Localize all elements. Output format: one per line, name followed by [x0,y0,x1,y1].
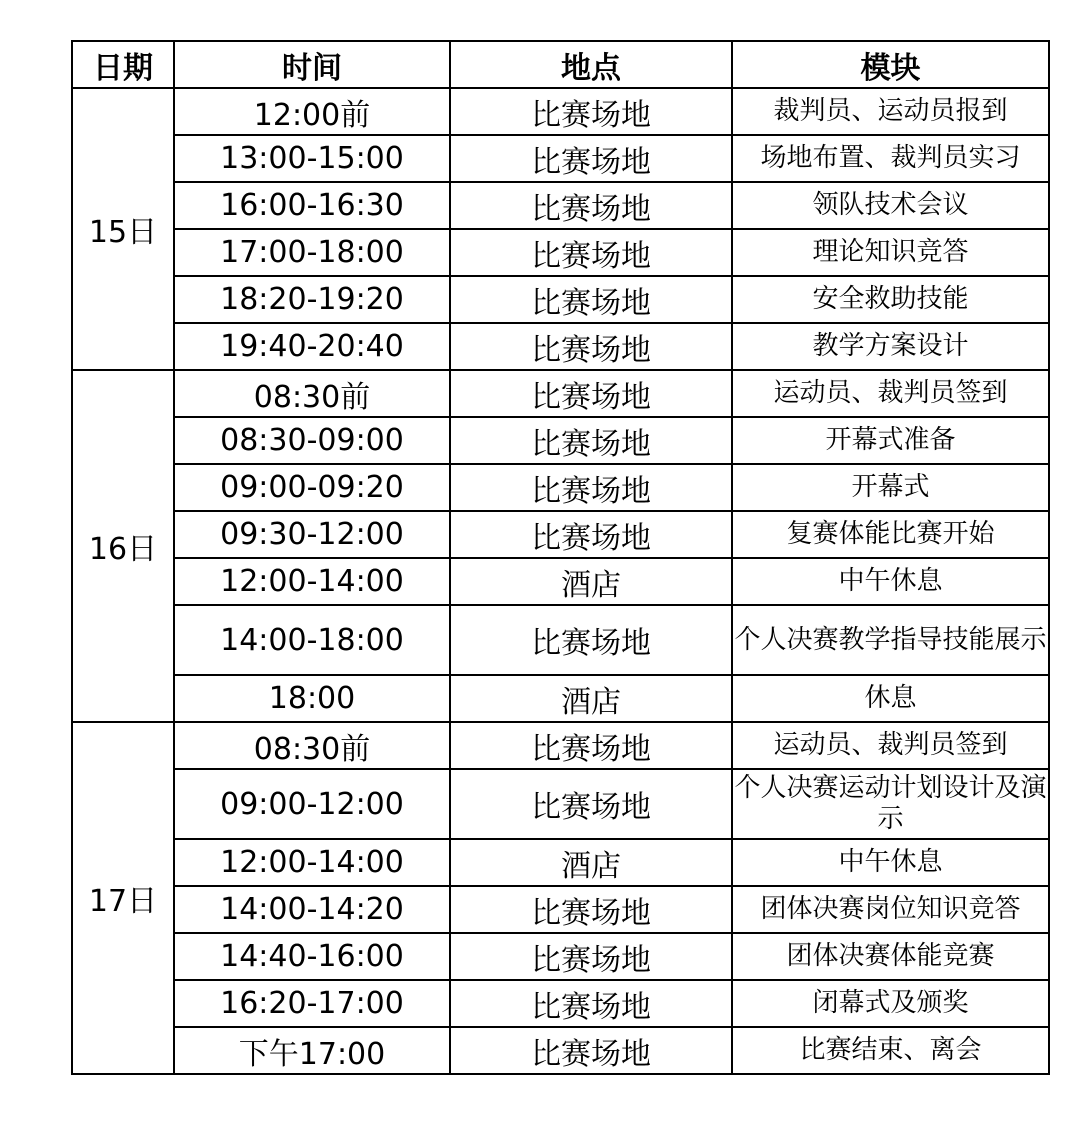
time-cell: 08:30前 [174,722,450,769]
header-module: 模块 [732,41,1049,88]
time-cell: 09:00-12:00 [174,769,450,839]
time-cell: 18:20-19:20 [174,276,450,323]
time-cell: 16:20-17:00 [174,980,450,1027]
module-cell: 中午休息 [732,558,1049,605]
place-cell: 比赛场地 [450,980,732,1027]
time-cell: 13:00-15:00 [174,135,450,182]
table-row [72,417,1049,464]
time-cell: 17:00-18:00 [174,229,450,276]
time-cell: 14:00-14:20 [174,886,450,933]
place-cell: 比赛场地 [450,370,732,417]
place-cell: 酒店 [450,839,732,886]
module-cell: 开幕式 [732,464,1049,511]
table-row [72,182,1049,229]
module-cell: 团体决赛体能竞赛 [732,933,1049,980]
table-row [72,722,1049,769]
time-cell: 08:30前 [174,370,450,417]
place-cell: 比赛场地 [450,769,732,839]
table-row [72,1027,1049,1074]
module-cell: 场地布置、裁判员实习 [732,135,1049,182]
table-row [72,370,1049,417]
place-cell: 比赛场地 [450,464,732,511]
table-row [72,933,1049,980]
time-cell: 下午17:00 [174,1027,450,1074]
table-row [72,135,1049,182]
place-cell: 比赛场地 [450,886,732,933]
module-cell: 闭幕式及颁奖 [732,980,1049,1027]
place-cell: 比赛场地 [450,229,732,276]
header-date: 日期 [72,41,174,88]
module-cell: 裁判员、运动员报到 [732,88,1049,135]
place-cell: 比赛场地 [450,605,732,675]
time-cell: 09:00-09:20 [174,464,450,511]
date-cell: 15日 [72,88,174,370]
module-cell: 理论知识竞答 [732,229,1049,276]
time-cell: 12:00-14:00 [174,558,450,605]
table-row [72,511,1049,558]
date-cell: 16日 [72,370,174,722]
module-cell: 开幕式准备 [732,417,1049,464]
time-cell: 09:30-12:00 [174,511,450,558]
time-cell: 19:40-20:40 [174,323,450,370]
time-cell: 08:30-09:00 [174,417,450,464]
place-cell: 比赛场地 [450,276,732,323]
module-cell: 个人决赛运动计划设计及演示 [732,769,1049,839]
place-cell: 比赛场地 [450,135,732,182]
place-cell: 比赛场地 [450,722,732,769]
place-cell: 酒店 [450,675,732,722]
place-cell: 酒店 [450,558,732,605]
module-cell: 比赛结束、离会 [732,1027,1049,1074]
time-cell: 14:40-16:00 [174,933,450,980]
module-cell: 团体决赛岗位知识竞答 [732,886,1049,933]
table-row [72,675,1049,722]
place-cell: 比赛场地 [450,88,732,135]
time-cell: 14:00-18:00 [174,605,450,675]
table-row [72,276,1049,323]
time-cell: 12:00-14:00 [174,839,450,886]
place-cell: 比赛场地 [450,1027,732,1074]
module-cell: 安全救助技能 [732,276,1049,323]
table-row [72,323,1049,370]
table-row [72,464,1049,511]
header-row [72,41,1049,88]
place-cell: 比赛场地 [450,933,732,980]
time-cell: 16:00-16:30 [174,182,450,229]
date-cell: 17日 [72,722,174,1074]
table-row [72,88,1049,135]
table-row [72,839,1049,886]
place-cell: 比赛场地 [450,511,732,558]
module-cell: 个人决赛教学指导技能展示 [732,605,1049,675]
schedule-table [71,40,1050,1075]
module-cell: 休息 [732,675,1049,722]
table-row [72,769,1049,839]
time-cell: 12:00前 [174,88,450,135]
place-cell: 比赛场地 [450,323,732,370]
place-cell: 比赛场地 [450,182,732,229]
module-cell: 运动员、裁判员签到 [732,370,1049,417]
header-place: 地点 [450,41,732,88]
module-cell: 教学方案设计 [732,323,1049,370]
table-row [72,558,1049,605]
time-cell: 18:00 [174,675,450,722]
table-row [72,980,1049,1027]
place-cell: 比赛场地 [450,417,732,464]
module-cell: 领队技术会议 [732,182,1049,229]
table-row [72,886,1049,933]
table-row [72,605,1049,675]
module-cell: 运动员、裁判员签到 [732,722,1049,769]
table-row [72,229,1049,276]
module-cell: 复赛体能比赛开始 [732,511,1049,558]
module-cell: 中午休息 [732,839,1049,886]
header-time: 时间 [174,41,450,88]
